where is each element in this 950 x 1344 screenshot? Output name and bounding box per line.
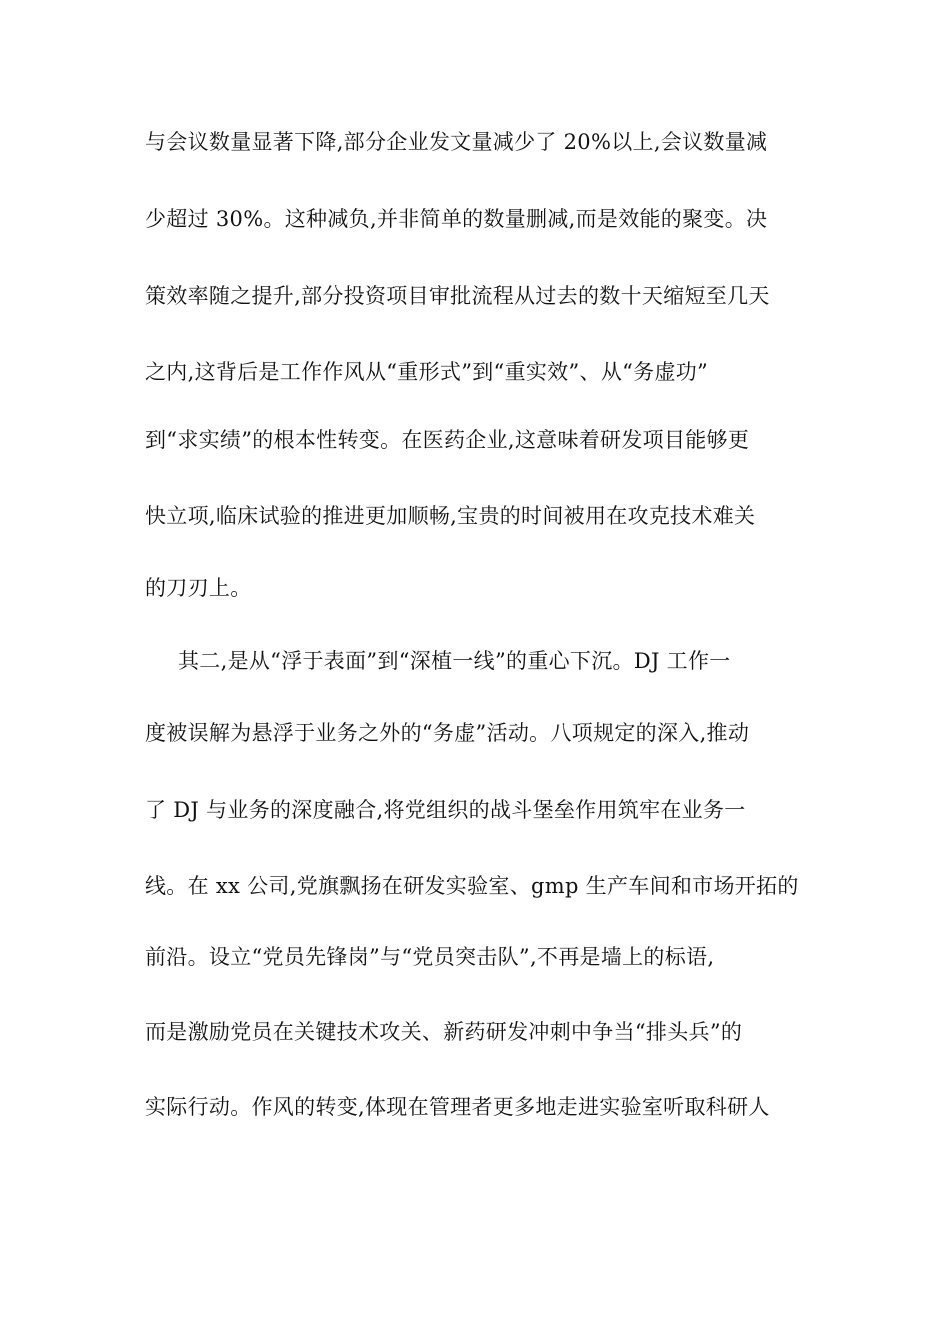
paragraph-line: 实际行动。作风的转变,体现在管理者更多地走进实验室听取科研人: [145, 1095, 770, 1119]
paragraph-line: 快立项,临床试验的推进更加顺畅,宝贵的时间被用在攻克技术难关: [145, 504, 756, 528]
paragraph-line: 前沿。设立“党员先锋岗”与“党员突击队”,不再是墙上的标语,: [145, 945, 715, 969]
paragraph-line: 的刀刃上。: [145, 576, 252, 600]
paragraph-line: 到“求实绩”的根本性转变。在医药企业,这意味着研发项目能够更: [145, 428, 750, 452]
paragraph-line: 线。在 xx 公司,党旗飘扬在研发实验室、gmp 生产车间和市场开拓的: [145, 874, 799, 898]
paragraph-line: 策效率随之提升,部分投资项目审批流程从过去的数十天缩短至几天: [145, 284, 770, 308]
paragraph-line: 其二,是从“浮于表面”到“深植一线”的重心下沉。DJ 工作一: [178, 649, 731, 673]
paragraph-line: 了 DJ 与业务的深度融合,将党组织的战斗堡垒作用筑牢在业务一: [145, 798, 746, 822]
paragraph-line: 少超过 30%。这种减负,并非简单的数量删减,而是效能的聚变。决: [145, 207, 768, 231]
paragraph-line: 而是激励党员在关键技术攻关、新药研发冲刺中争当“排头兵”的: [145, 1020, 743, 1044]
paragraph-line: 之内,这背后是工作作风从“重形式”到“重实效”、从“务虚功”: [145, 360, 709, 384]
paragraph-line: 与会议数量显著下降,部分企业发文量减少了 20%以上,会议数量减: [145, 130, 768, 154]
paragraph-line: 度被误解为悬浮于业务之外的“务虚”活动。八项规定的深入,推动: [145, 721, 750, 745]
